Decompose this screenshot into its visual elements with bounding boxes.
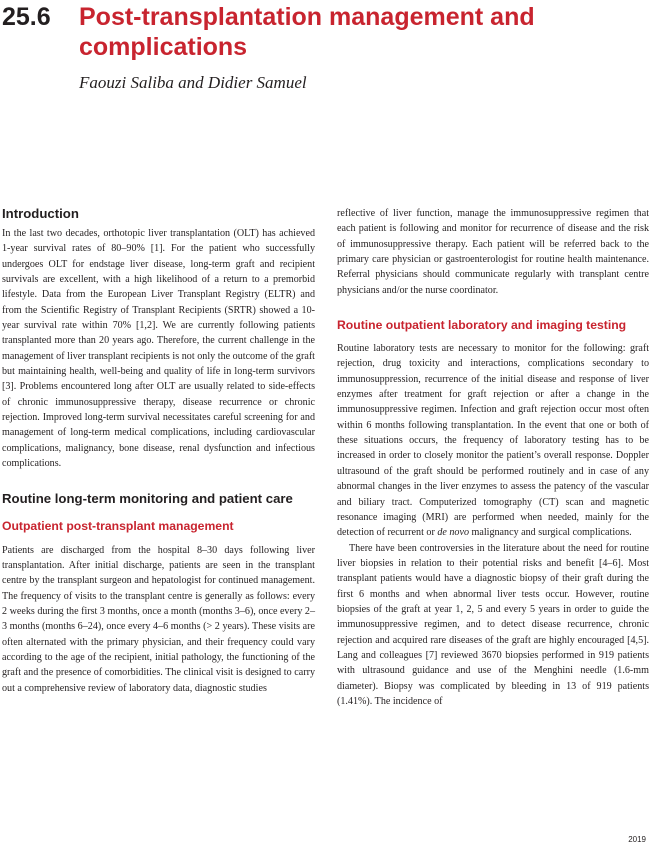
introduction-paragraph: In the last two decades, orthotopic liver transplantation (OLT) has achieved 1-year survival rates of 80–90% [1]. For the patient who successfully undergoes OLT for endstage liver disease, long-term graft and recipient survivals are excellent, with a high likelihood of a return to a premorbid lifestyle. Data from the European Liver Transplant Registry (ELTR) and from the Scientific Registry of Transplant Recipients (SRTR) showed a 10-year survival rate within 70% [1,2]. We are currently following patients transplanted more than 20 years ago. Therefore, the current challenge in the management of liver transplant recipients is not only the outcome of the graft but maintaining health, well-being and quality of life in long-term survivors [3]. Problems encountered long after OLT are usually related to side-effects of chronic immunosuppressive therapy, disease recurrence or chronic rejection. Improved long-term survival necessitates careful screening for and management of long-term medical complications, including cardiovascular complications, malignancy, bone disease, renal dysfunction and infectious complications. [2, 228, 315, 470]
page-number: 2019 [628, 835, 646, 844]
outpatient-paragraph: Patients are discharged from the hospital 8–30 days following liver transplantation. After initial discharge, patients are seen in the transplant centre by the transplant surgeon and hepatologist for continued management. The frequency of visits to the transplant centre is generally as follows: every 2 weeks during the first 3 months, once a month (months 3–6), once every 2–3 months (months 6–24), once every 4–6 months (> 2 years). These visits are often alternated with the primary physician, and their frequency could vary according to the age of the recipient, initial pathology, the functioning of the graft and the presence of comorbidities. The clinical visit is designed to carry out a comprehensive review of laboratory data, diagnostic studies [2, 544, 315, 694]
lab-paragraph-1-italic: de novo [437, 527, 469, 539]
lab-paragraph-1-text: Routine laboratory tests are necessary to monitor for the following: graft rejection, drug toxicity and interactions, complications secondary to immunosuppression, recurrence of the initial disease and response of liver enzymes after treatment for graft rejection or after a change in the immunosuppressive regimen. Infection and graft rejection occur most often within 6 months following transplantation. In the event that one or both of these situations occurs, the frequency of laboratory testing has to be increased in order to closely monitor the patient’s overall response. Doppler ultrasound of the graft should be performed routinely and in case of any abnormal changes in the liver enzymes to assess the patency of the vascular and biliary tract. Computerized tomography (CT) scan and magnetic resonance imaging (MRI) are performed when needed, mainly for the detection of recurrent or [337, 343, 649, 539]
lab-paragraph-1-end: malignancy and surgical complications. [469, 527, 632, 539]
section-number: 25.6 [2, 3, 51, 31]
introduction-heading: Introduction [2, 206, 79, 221]
authors: Faouzi Saliba and Didier Samuel [79, 73, 307, 92]
page-title: Post-transplantation management and complications [79, 3, 535, 61]
outpatient-heading: Outpatient post-transplant management [2, 518, 234, 533]
lab-paragraph-1 [337, 341, 649, 540]
right-column [337, 206, 649, 709]
left-column [2, 206, 315, 696]
continuation-paragraph: reflective of liver function, manage the immunosuppressive regimen that each patient is following and monitor for recurrence of disease and the risk of immunosuppressive therapy. Each patient will be referred back to the primary care physician or gastroenterologist for routine health maintenance. Referral physicians should communicate regularly with transplant centre physicians and/or the nurse coordinator. [337, 208, 649, 296]
monitoring-heading: Routine long-term monitoring and patient care [2, 490, 293, 506]
lab-paragraph-2: There have been controversies in the literature about the need for routine liver biopsies in relation to their potential risks and benefit [4–6]. Most transplant patients would have a diagnostic biopsy of their graft during the first 6 months and when abnormal liver tests occur. However, routine biopsies of the graft at year 1, 2, 5 and every 5 years in order to guide the immunosuppressive regimen, and to detect disease recurrence, chronic rejection and acquired rare diseases of the graft are highly encouraged [4,5]. Lang and colleagues [7] reviewed 3670 biopsies performed in 919 patients with ultrasound guidance and use of the Menghini needle (1.6-mm diameter). Biopsy was complicated by bleeding in 13 of 919 patients (1.41%). The incidence of [337, 542, 649, 707]
lab-imaging-heading: Routine outpatient laboratory and imaging testing [337, 318, 627, 333]
